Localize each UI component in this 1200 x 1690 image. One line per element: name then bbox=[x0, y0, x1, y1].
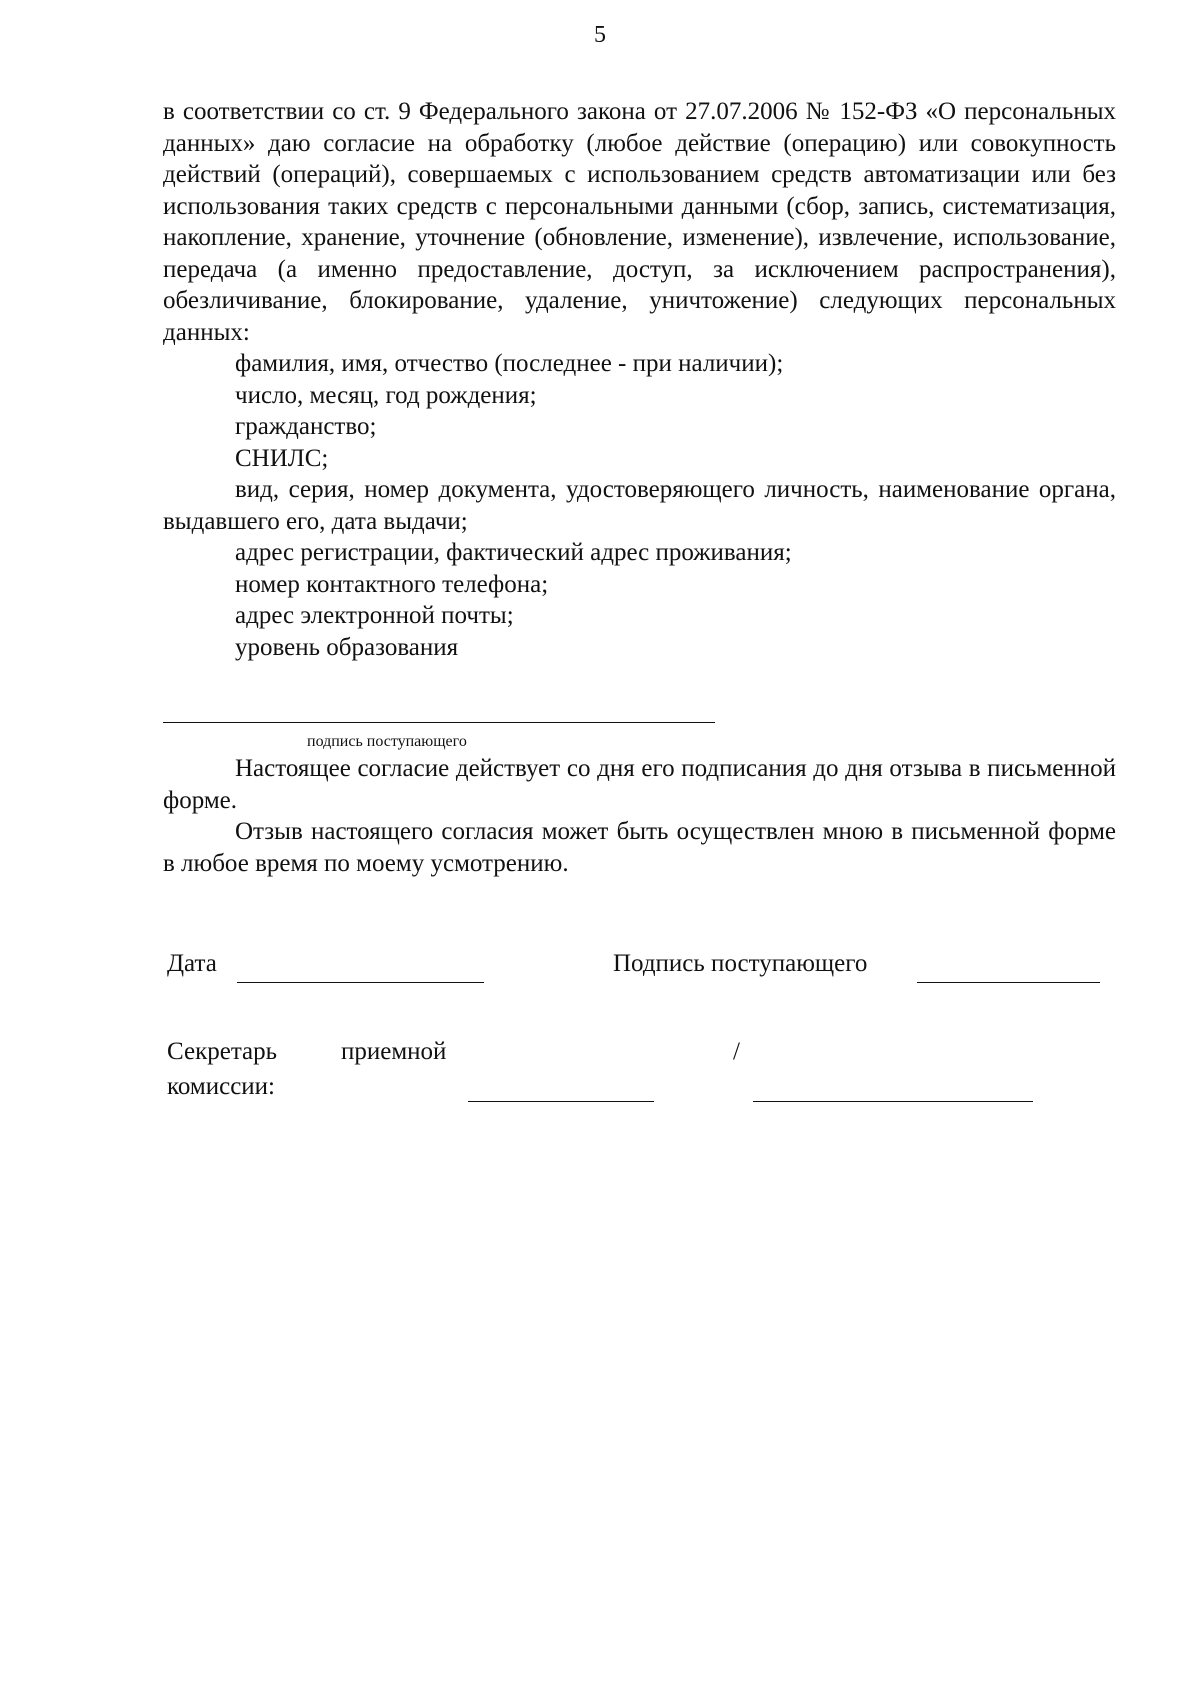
date-field-line[interactable] bbox=[237, 982, 484, 983]
applicant-signature-line[interactable] bbox=[163, 722, 715, 723]
revocation-paragraph: Отзыв настоящего согласия может быть осуществлен мною в письменной форме в любое время по моему усмотрению. bbox=[163, 818, 1116, 877]
commission-label: комиссии: bbox=[167, 1073, 275, 1100]
admission-label: приемной bbox=[341, 1038, 447, 1065]
secretary-label: Секретарь bbox=[167, 1038, 278, 1065]
data-item-phone: номер контактного телефона; bbox=[235, 570, 549, 598]
data-item-snils: СНИЛС; bbox=[235, 444, 329, 472]
data-item-education: уровень образования bbox=[235, 633, 459, 661]
consent-intro-paragraph: в соответствии со ст. 9 Федерального закона от 27.07.2006 № 152-ФЗ «О персональных данных» даю согласие на обработку (любое действие (операцию) или совокупность действий (операций), совершаемых с использованием средств автоматизации или без использования таких средств с персональными данными (сбор, запись, систематизация, накопление, хранение, уточнение (обновление, изменение), извлечение, использование, передача (а именно предоставление, доступ, за исключением распространения), обезличивание, блокирование, удаление, уничтожение) следующих персональных данных: bbox=[163, 98, 1116, 346]
data-item-full-name: фамилия, имя, отчество (последнее - при наличии); bbox=[235, 350, 784, 377]
secretary-signature-line[interactable] bbox=[468, 1101, 654, 1102]
secretary-name-line[interactable] bbox=[753, 1101, 1033, 1102]
page-number: 5 bbox=[594, 22, 606, 48]
validity-paragraph: Настоящее согласие действует со дня его подписания до дня отзыва в письменной форме. bbox=[163, 755, 1116, 814]
data-item-address: адрес регистрации, фактический адрес проживания; bbox=[235, 539, 792, 566]
applicant-signature-caption: подпись поступающего bbox=[307, 733, 467, 750]
data-item-identity-document: вид, серия, номер документа, удостоверяющего личность, наименование органа, выдавшего его, дата выдачи; bbox=[163, 476, 1116, 535]
date-label: Дата bbox=[167, 950, 217, 977]
consent-body bbox=[163, 96, 1116, 663]
data-item-birth-date: число, месяц, год рождения; bbox=[235, 381, 537, 409]
consent-validity bbox=[163, 753, 1116, 879]
applicant-signature-label: Подпись поступающего bbox=[613, 950, 868, 977]
data-item-citizenship: гражданство; bbox=[235, 413, 377, 440]
signature-separator: / bbox=[733, 1038, 740, 1065]
applicant-signature-field-line[interactable] bbox=[917, 982, 1100, 983]
data-item-email: адрес электронной почты; bbox=[235, 602, 514, 629]
